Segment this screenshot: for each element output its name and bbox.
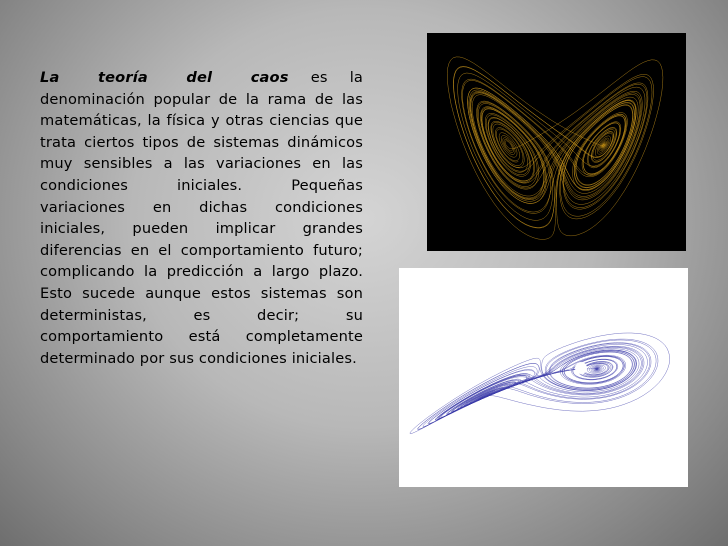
lorenz-attractor-blue-image — [399, 268, 688, 487]
body-paragraph: es la denominación popular de la rama de las matemáticas, la física y otras ciencias que trata ciertos tipos de sistemas dinámicos muy sensibles a las variaciones en las condiciones iniciales. Pequeñas variaciones en dichas condiciones iniciales, pueden implicar grandes diferencias en el comportamiento futuro; complicando la predicción a largo plazo. Esto sucede aunque estos sistemas son deterministas, es decir; su comportamiento está completamente determinado por sus condiciones iniciales. — [40, 69, 363, 367]
fixed-point-1 — [478, 357, 490, 369]
body-text — [40, 67, 363, 369]
attractor-trajectory — [410, 333, 670, 434]
lorenz-butterfly-blue — [399, 268, 688, 487]
lead-term: La teoría del caos — [40, 69, 289, 86]
lorenz-attractor-gold-image — [427, 33, 686, 251]
fixed-point-2 — [575, 362, 587, 374]
attractor-trajectory — [447, 57, 663, 240]
lorenz-butterfly-gold — [427, 33, 686, 251]
